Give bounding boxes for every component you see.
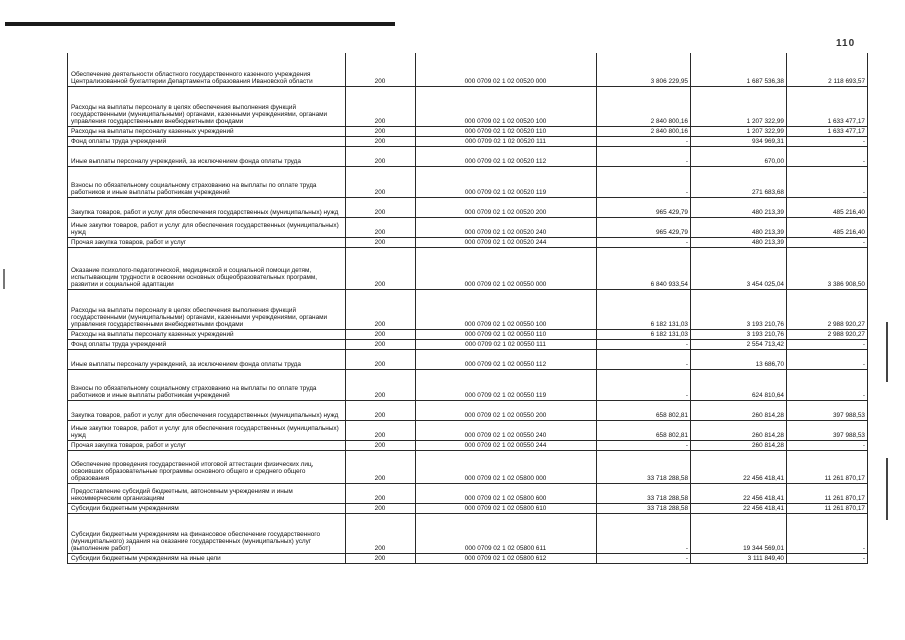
unexecuted-amount-cell: 11 261 870,17 [787,503,868,513]
admin-code-cell: 200 [346,369,416,400]
table-row [68,237,868,247]
scan-header-rule [5,22,395,26]
unexecuted-amount-cell: - [787,237,868,247]
expense-name-cell: Оказание психолого-педагогической, медицинской и социальной помощи детям, испытывающим трудности в освоении основных общеобразовательных программ, развитии и социальной адаптации [68,247,346,289]
budget-code-cell: 000 0709 02 1 02 00520 000 [416,53,597,86]
executed-amount-cell: 22 456 418,41 [691,483,787,503]
expense-name-cell: Взносы по обязательному социальному страхованию на выплаты по оплате труда работников и иные выплаты работникам учреждений [68,369,346,400]
admin-code-cell: 200 [346,349,416,369]
budget-code-cell: 000 0709 02 1 02 00550 112 [416,349,597,369]
expense-name-cell: Иные выплаты персоналу учреждений, за исключением фонда оплаты труда [68,146,346,166]
executed-amount-cell: 3 454 025,04 [691,247,787,289]
approved-amount-cell: - [597,339,691,349]
table-row [68,197,868,217]
unexecuted-amount-cell: 485 216,40 [787,217,868,237]
admin-code-cell: 200 [346,86,416,126]
approved-amount-cell: - [597,553,691,563]
table-row [68,166,868,197]
expense-name-cell: Прочая закупка товаров, работ и услуг [68,237,346,247]
table-row [68,289,868,329]
executed-amount-cell: 1 687 536,38 [691,53,787,86]
executed-amount-cell: 260 814,28 [691,420,787,440]
expense-name-cell: Субсидии бюджетным учреждениям [68,503,346,513]
executed-amount-cell: 624 810,64 [691,369,787,400]
table-row [68,339,868,349]
approved-amount-cell: - [597,237,691,247]
approved-amount-cell: - [597,349,691,369]
approved-amount-cell: 33 718 288,58 [597,503,691,513]
budget-code-cell: 000 0709 02 1 02 00520 119 [416,166,597,197]
approved-amount-cell: 6 182 131,03 [597,289,691,329]
table-row [68,440,868,450]
budget-code-cell: 000 0709 02 1 02 00520 112 [416,146,597,166]
unexecuted-amount-cell: 1 633 477,17 [787,126,868,136]
approved-amount-cell: 658 802,81 [597,420,691,440]
approved-amount-cell: 965 429,79 [597,217,691,237]
budget-code-cell: 000 0709 02 1 02 05800 000 [416,450,597,483]
approved-amount-cell: - [597,166,691,197]
unexecuted-amount-cell: 11 261 870,17 [787,483,868,503]
executed-amount-cell: 260 814,28 [691,440,787,450]
approved-amount-cell: - [597,146,691,166]
unexecuted-amount-cell: - [787,553,868,563]
executed-amount-cell: 2 554 713,42 [691,339,787,349]
expense-name-cell: Обеспечение деятельности областного государственного казенного учреждения Централизованной бухгалтерии Департамента образования Ивановской области [68,53,346,86]
expense-name-cell: Субсидии бюджетным учреждениям на финансовое обеспечение государственного (муниципального) задания на оказание государственных (муниципальных) услуг (выполнение работ) [68,513,346,553]
expense-name-cell: Фонд оплаты труда учреждений [68,339,346,349]
unexecuted-amount-cell: 2 988 920,27 [787,329,868,339]
admin-code-cell: 200 [346,247,416,289]
table-row [68,329,868,339]
admin-code-cell: 200 [346,126,416,136]
budget-code-cell: 000 0709 02 1 02 00550 110 [416,329,597,339]
table-row [68,513,868,553]
admin-code-cell: 200 [346,553,416,563]
admin-code-cell: 200 [346,339,416,349]
table-row [68,136,868,146]
approved-amount-cell: 33 718 288,58 [597,483,691,503]
executed-amount-cell: 480 213,39 [691,217,787,237]
admin-code-cell: 200 [346,53,416,86]
budget-execution-table [67,53,868,564]
expense-name-cell: Расходы на выплаты персоналу в целях обеспечения выполнения функций государственными (муниципальными) органами, казенными учреждениями, органами управления государственными внебюджетными фондами [68,86,346,126]
executed-amount-cell: 22 456 418,41 [691,450,787,483]
scan-edge-mark [886,458,888,520]
scan-edge-mark [3,269,5,289]
executed-amount-cell: 480 213,39 [691,237,787,247]
scan-edge-mark [886,322,888,382]
approved-amount-cell: 3 806 229,95 [597,53,691,86]
executed-amount-cell: 3 193 210,76 [691,289,787,329]
approved-amount-cell: - [597,369,691,400]
approved-amount-cell: 2 840 800,16 [597,86,691,126]
executed-amount-cell: 260 814,28 [691,400,787,420]
expense-name-cell: Расходы на выплаты персоналу казенных учреждений [68,329,346,339]
admin-code-cell: 200 [346,440,416,450]
table-row [68,450,868,483]
unexecuted-amount-cell: 3 386 908,50 [787,247,868,289]
budget-code-cell: 000 0709 02 1 02 05800 600 [416,483,597,503]
unexecuted-amount-cell: - [787,146,868,166]
unexecuted-amount-cell: - [787,136,868,146]
admin-code-cell: 200 [346,420,416,440]
expense-name-cell: Фонд оплаты труда учреждений [68,136,346,146]
table-row [68,483,868,503]
budget-code-cell: 000 0709 02 1 02 00520 200 [416,197,597,217]
budget-code-cell: 000 0709 02 1 02 00550 119 [416,369,597,400]
table-row [68,247,868,289]
budget-code-cell: 000 0709 02 1 02 05800 611 [416,513,597,553]
budget-code-cell: 000 0709 02 1 02 00550 100 [416,289,597,329]
budget-code-cell: 000 0709 02 1 02 00550 200 [416,400,597,420]
budget-code-cell: 000 0709 02 1 02 00550 111 [416,339,597,349]
table-row [68,349,868,369]
admin-code-cell: 200 [346,197,416,217]
admin-code-cell: 200 [346,483,416,503]
unexecuted-amount-cell: - [787,349,868,369]
expense-name-cell: Расходы на выплаты персоналу казенных учреждений [68,126,346,136]
executed-amount-cell: 1 207 322,99 [691,126,787,136]
executed-amount-cell: 22 456 418,41 [691,503,787,513]
expense-name-cell: Прочая закупка товаров, работ и услуг [68,440,346,450]
admin-code-cell: 200 [346,513,416,553]
approved-amount-cell: - [597,136,691,146]
admin-code-cell: 200 [346,329,416,339]
admin-code-cell: 200 [346,450,416,483]
table-row [68,53,868,86]
budget-code-cell: 000 0709 02 1 02 00520 110 [416,126,597,136]
unexecuted-amount-cell: 397 988,53 [787,420,868,440]
unexecuted-amount-cell: - [787,339,868,349]
expense-name-cell: Иные закупки товаров, работ и услуг для обеспечения государственных (муниципальных) нужд [68,217,346,237]
unexecuted-amount-cell: 397 988,53 [787,400,868,420]
budget-code-cell: 000 0709 02 1 02 00520 100 [416,86,597,126]
unexecuted-amount-cell: 2 988 920,27 [787,289,868,329]
expense-name-cell: Обеспечение проведения государственной итоговой аттестации физических лиц, освоивших образовательные программы основного общего и среднего общего образования [68,450,346,483]
approved-amount-cell: 965 429,79 [597,197,691,217]
approved-amount-cell: 6 840 933,54 [597,247,691,289]
table-row [68,126,868,136]
executed-amount-cell: 19 344 569,01 [691,513,787,553]
table-row [68,400,868,420]
admin-code-cell: 200 [346,289,416,329]
table-row [68,503,868,513]
budget-code-cell: 000 0709 02 1 02 00520 240 [416,217,597,237]
expense-name-cell: Взносы по обязательному социальному страхованию на выплаты по оплате труда работников и иные выплаты работникам учреждений [68,166,346,197]
expense-name-cell: Иные выплаты персоналу учреждений, за исключением фонда оплаты труда [68,349,346,369]
table-row [68,369,868,400]
expense-name-cell: Субсидии бюджетным учреждениям на иные цели [68,553,346,563]
budget-code-cell: 000 0709 02 1 02 00550 244 [416,440,597,450]
unexecuted-amount-cell: - [787,440,868,450]
executed-amount-cell: 934 969,31 [691,136,787,146]
table-row [68,420,868,440]
budget-code-cell: 000 0709 02 1 02 00550 000 [416,247,597,289]
admin-code-cell: 200 [346,503,416,513]
budget-code-cell: 000 0709 02 1 02 05800 610 [416,503,597,513]
executed-amount-cell: 1 207 322,99 [691,86,787,126]
unexecuted-amount-cell: 2 118 693,57 [787,53,868,86]
executed-amount-cell: 271 683,68 [691,166,787,197]
expense-name-cell: Закупка товаров, работ и услуг для обеспечения государственных (муниципальных) нужд [68,197,346,217]
executed-amount-cell: 480 213,39 [691,197,787,217]
expense-name-cell: Закупка товаров, работ и услуг для обеспечения государственных (муниципальных) нужд [68,400,346,420]
unexecuted-amount-cell: 1 633 477,17 [787,86,868,126]
approved-amount-cell: 6 182 131,03 [597,329,691,339]
unexecuted-amount-cell: 485 216,40 [787,197,868,217]
page-number: 110 [836,38,856,49]
table-row [68,146,868,166]
approved-amount-cell: 33 718 288,58 [597,450,691,483]
approved-amount-cell: - [597,440,691,450]
admin-code-cell: 200 [346,237,416,247]
unexecuted-amount-cell: - [787,166,868,197]
table-body [68,53,868,563]
approved-amount-cell: - [597,513,691,553]
budget-code-cell: 000 0709 02 1 02 00520 111 [416,136,597,146]
budget-code-cell: 000 0709 02 1 02 00520 244 [416,237,597,247]
approved-amount-cell: 658 802,81 [597,400,691,420]
admin-code-cell: 200 [346,146,416,166]
unexecuted-amount-cell: - [787,513,868,553]
budget-code-cell: 000 0709 02 1 02 05800 612 [416,553,597,563]
executed-amount-cell: 670,00 [691,146,787,166]
unexecuted-amount-cell: - [787,369,868,400]
admin-code-cell: 200 [346,166,416,197]
expense-name-cell: Иные закупки товаров, работ и услуг для обеспечения государственных (муниципальных) нужд [68,420,346,440]
executed-amount-cell: 3 193 210,76 [691,329,787,339]
budget-code-cell: 000 0709 02 1 02 00550 240 [416,420,597,440]
admin-code-cell: 200 [346,217,416,237]
executed-amount-cell: 3 111 849,40 [691,553,787,563]
executed-amount-cell: 13 686,70 [691,349,787,369]
expense-name-cell: Предоставление субсидий бюджетным, автономным учреждениям и иным некоммерческим организациям [68,483,346,503]
approved-amount-cell: 2 840 800,16 [597,126,691,136]
unexecuted-amount-cell: 11 261 870,17 [787,450,868,483]
admin-code-cell: 200 [346,400,416,420]
table-row [68,217,868,237]
table-row [68,86,868,126]
expense-name-cell: Расходы на выплаты персоналу в целях обеспечения выполнения функций государственными (муниципальными) органами, казенными учреждениями, органами управления государственными внебюджетными фондами [68,289,346,329]
admin-code-cell: 200 [346,136,416,146]
table-row [68,553,868,563]
